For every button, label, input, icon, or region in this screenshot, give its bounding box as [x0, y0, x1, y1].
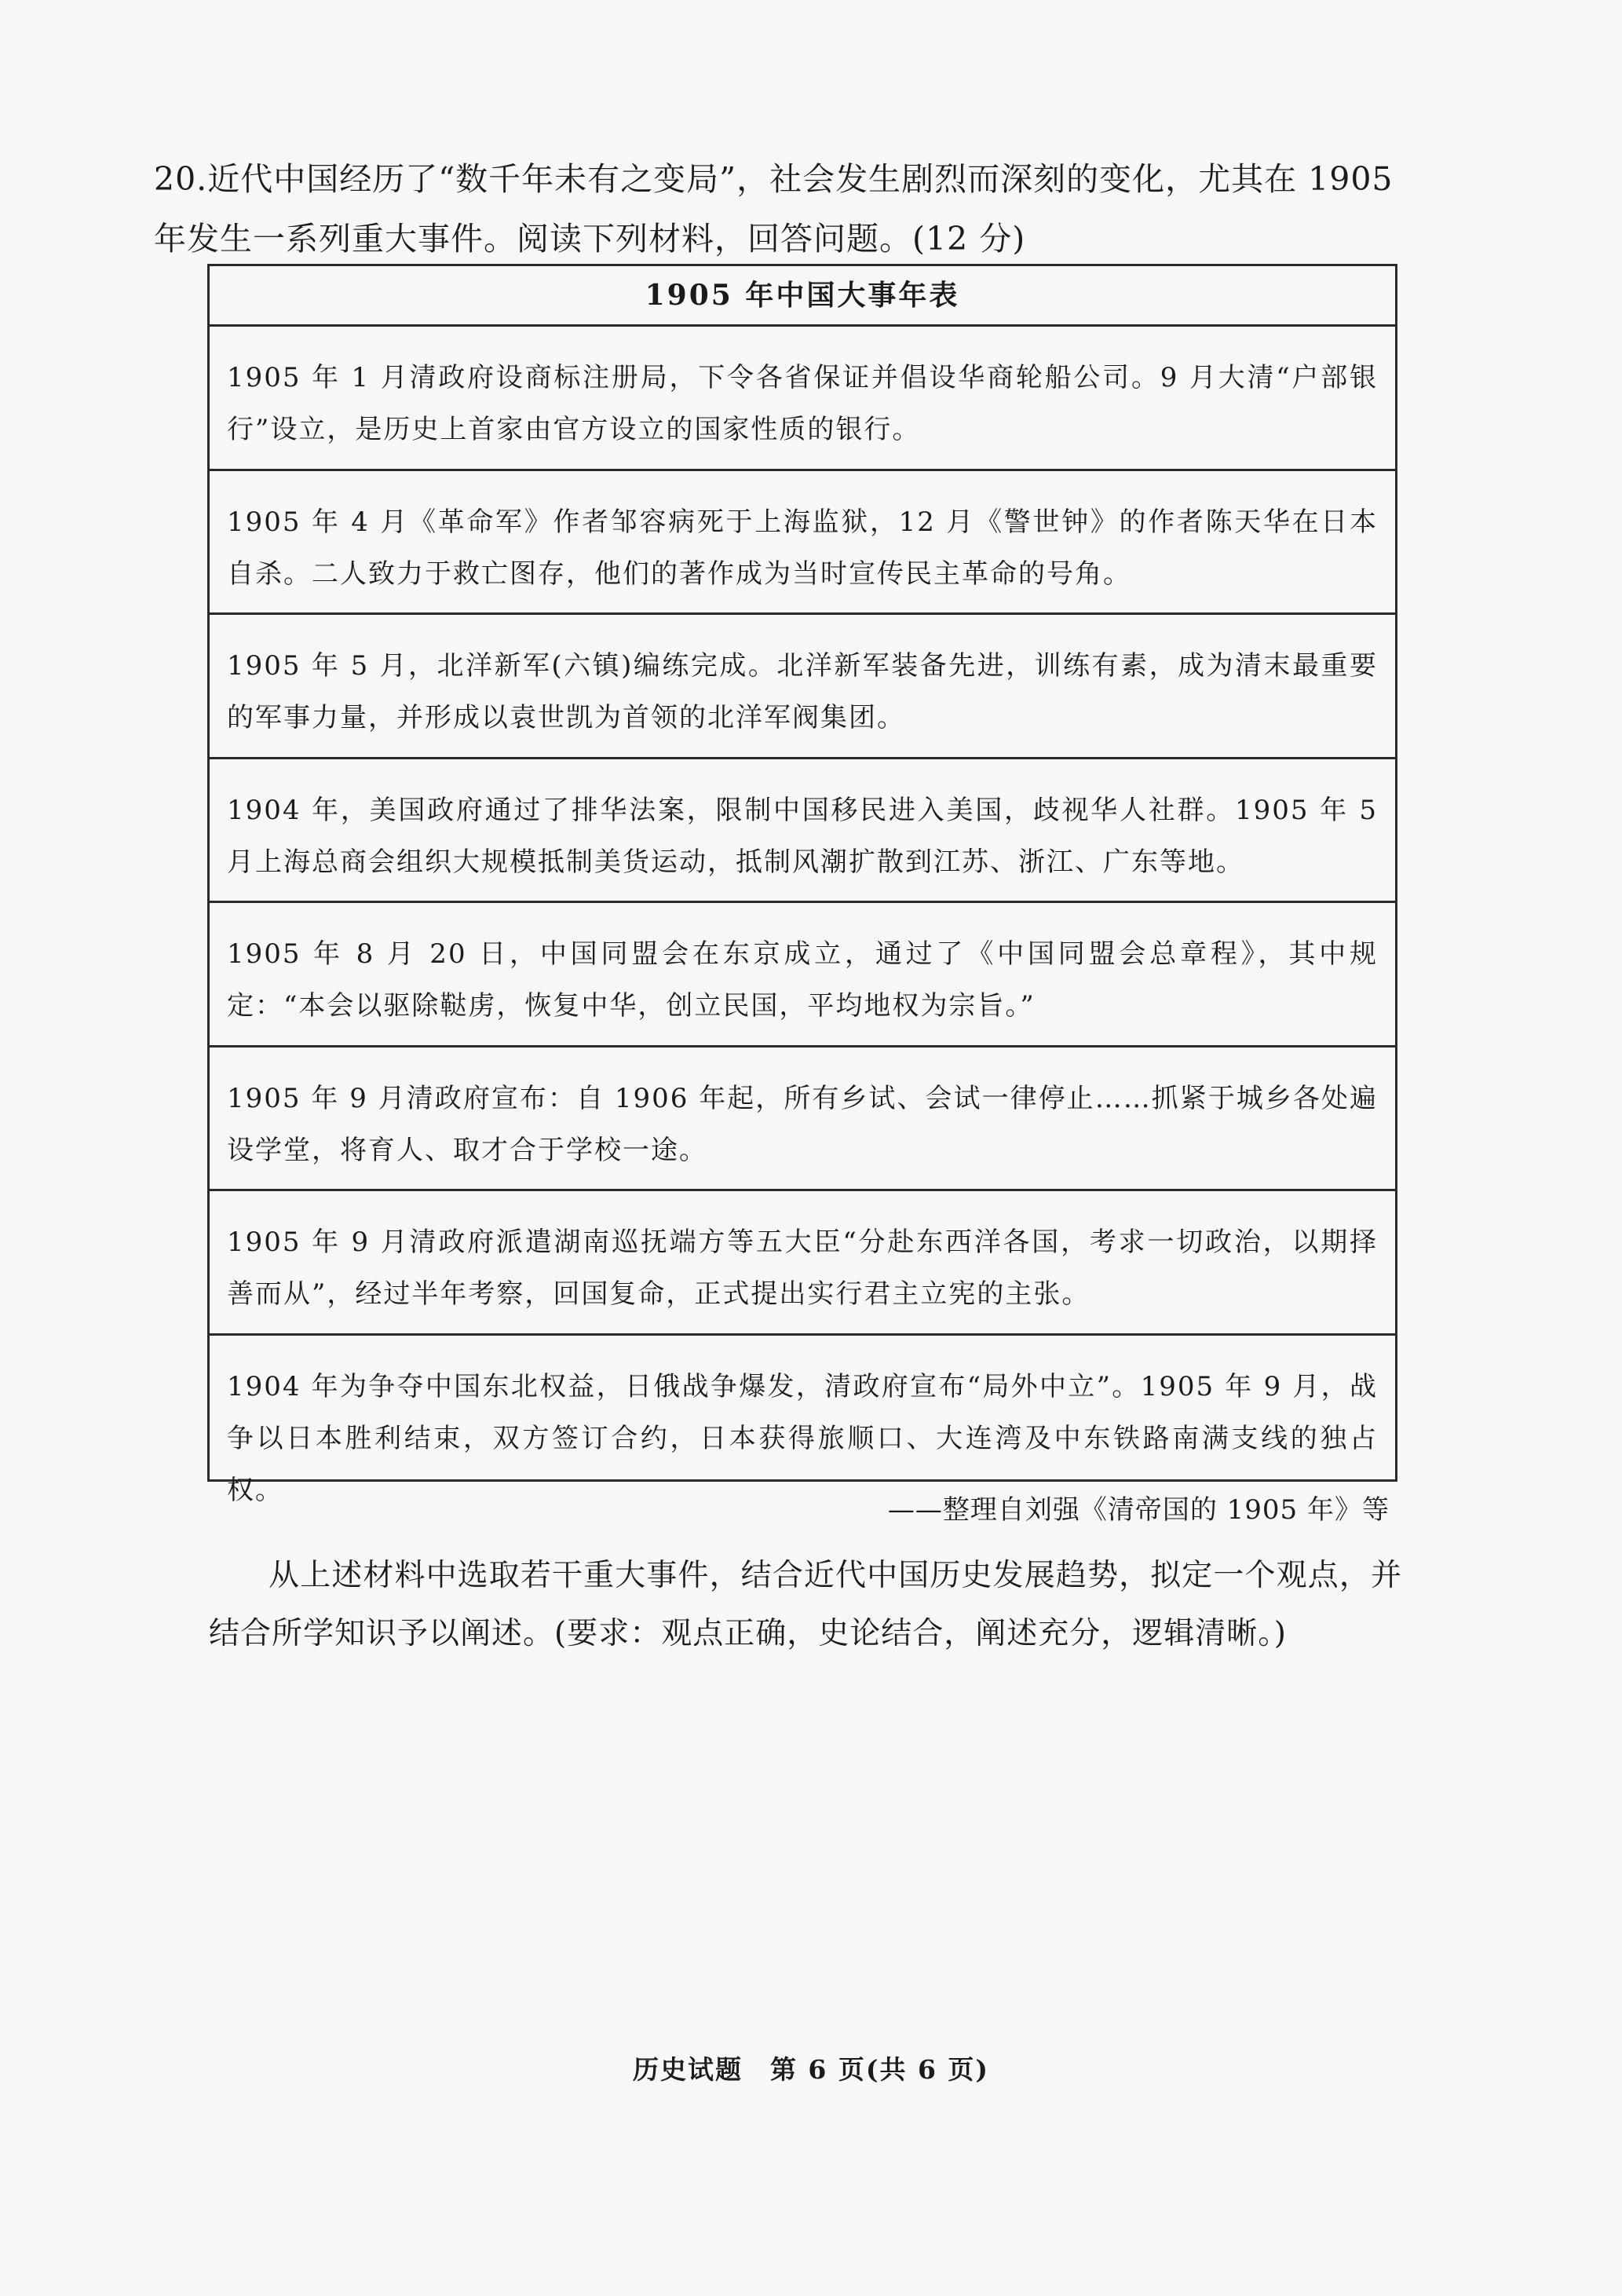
- table-row: 1905 年 9 月清政府宣布：自 1906 年起，所有乡试、会试一律停止……抓紧于城乡各处遍设学堂，将育人、取才合于学校一途。: [210, 1047, 1395, 1192]
- table-title: 1905 年中国大事年表: [210, 266, 1395, 327]
- source-citation: ——整理自刘强《清帝国的 1905 年》等: [887, 1494, 1390, 1526]
- question-number: 20.: [154, 160, 208, 198]
- question-prompt: 从上述材料中选取若干重大事件，结合近代中国历史发展趋势，拟定一个观点，并结合所学知识予以阐述。(要求：观点正确，史论结合，阐述充分，逻辑清晰。): [209, 1558, 1402, 1651]
- table-row: 1904 年，美国政府通过了排华法案，限制中国移民进入美国，歧视华人社群。1905 年 5 月上海总商会组织大规模抵制美货运动，抵制风潮扩散到江苏、浙江、广东等地。: [210, 759, 1395, 904]
- table-row: 1905 年 9 月清政府派遣湖南巡抚端方等五大臣“分赴东西洋各国，考求一切政治，以期择善而从”，经过半年考察，回国复命，正式提出实行君主立宪的主张。: [210, 1191, 1395, 1336]
- question-stem: [154, 149, 1402, 269]
- table-row: 1905 年 4 月《革命军》作者邹容病死于上海监狱，12 月《警世钟》的作者陈天华在日本自杀。二人致力于救亡图存，他们的著作成为当时宣传民主革命的号角。: [210, 471, 1395, 616]
- page-footer: 历史试题 第 6 页(共 6 页): [632, 2054, 990, 2085]
- table-row: 1905 年 5 月，北洋新军(六镇)编练完成。北洋新军装备先进，训练有素，成为清末最重要的军事力量，并形成以袁世凯为首领的北洋军阀集团。: [210, 615, 1395, 759]
- table-row: 1905 年 8 月 20 日，中国同盟会在东京成立，通过了《中国同盟会总章程》，其中规定：“本会以驱除鞑虏，恢复中华，创立民国，平均地权为宗旨。”: [210, 903, 1395, 1047]
- events-table: [207, 264, 1397, 1506]
- question-text: 近代中国经历了“数千年未有之变局”，社会发生剧烈而深刻的变化，尤其在 1905 年发生一系列重大事件。阅读下列材料，回答问题。(12 分): [154, 160, 1394, 258]
- table-row: 1905 年 1 月清政府设商标注册局，下令各省保证并倡设华商轮船公司。9 月大清“户部银行”设立，是历史上首家由官方设立的国家性质的银行。: [210, 327, 1395, 471]
- table-row: 1904 年为争夺中国东北权益，日俄战争爆发，清政府宣布“局外中立”。1905 年 9 月，战争以日本胜利结束，双方签订合约，日本获得旅顺口、大连湾及中东铁路南满支线的独占权。: [227, 1370, 1378, 1506]
